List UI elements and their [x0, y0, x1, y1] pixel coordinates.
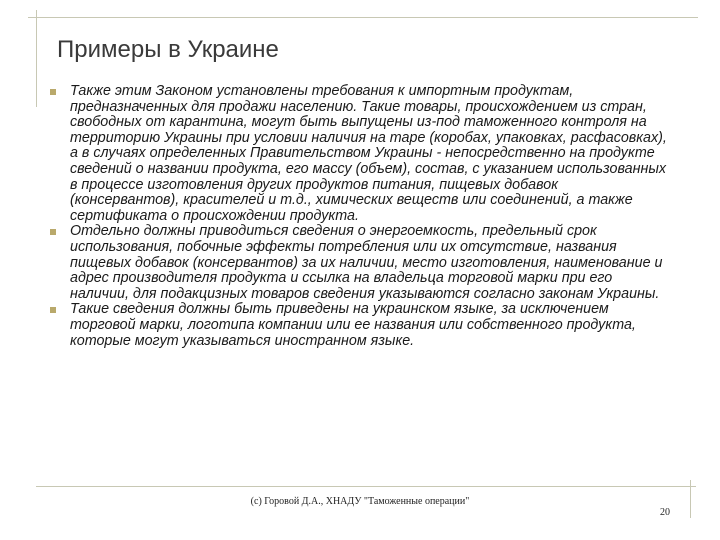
page-number: 20	[660, 507, 670, 518]
slide-title: Примеры в Украине	[57, 36, 279, 63]
footer-corner-line	[690, 480, 691, 518]
square-bullet-icon	[50, 229, 56, 235]
bullet-item-3	[48, 302, 668, 349]
footer-credit: (с) Горовой Д.А., ХНАДУ "Таможенные операции"	[250, 496, 470, 507]
frame-top-line	[28, 17, 698, 18]
footer-divider	[36, 486, 696, 487]
bullet-text-1: Также этим Законом установлены требования к импортным продуктам, предназначенных для продажи населению. Такие товары, происхождением из стран, свободных от карантина, могут быть выпущены из-под таможенного контроля на территорию Украины при условии наличия на таре (коробах, упаковках, расфасовках), а в случаях определенных Правительством Украины - непосредственно на продукте сведений о названии продукта, его массу (объем), состав, с указанием использованных в процессе изготовления других продуктов питания, пищевых добавок (консервантов), красителей и т.д., химических веществ или соединений, а также сертификата о происхождении продукта.	[70, 83, 667, 224]
bullet-text-3: Такие сведения должны быть приведены на украинском языке, за исключением торговой марки, логотипа компании или ее названия или собственного продукта, которые могут указываться иностранном языке.	[70, 301, 636, 349]
bullet-list	[48, 84, 668, 349]
square-bullet-icon	[50, 307, 56, 313]
bullet-item-1	[48, 84, 668, 224]
bullet-text-2: Отдельно должны приводиться сведения о энергоемкость, предельный срок использования, побочные эффекты потребления или их отсутствие, названия пищевых добавок (консервантов) за их наличии, место изготовления, наименование и адрес производителя продукта и ссылка на владельца торговой марки при его наличии, для подакцизных товаров сведения указываются согласно законам Украины.	[70, 223, 663, 302]
square-bullet-icon	[50, 89, 56, 95]
frame-left-line	[36, 10, 37, 107]
bullet-item-2	[48, 224, 668, 302]
